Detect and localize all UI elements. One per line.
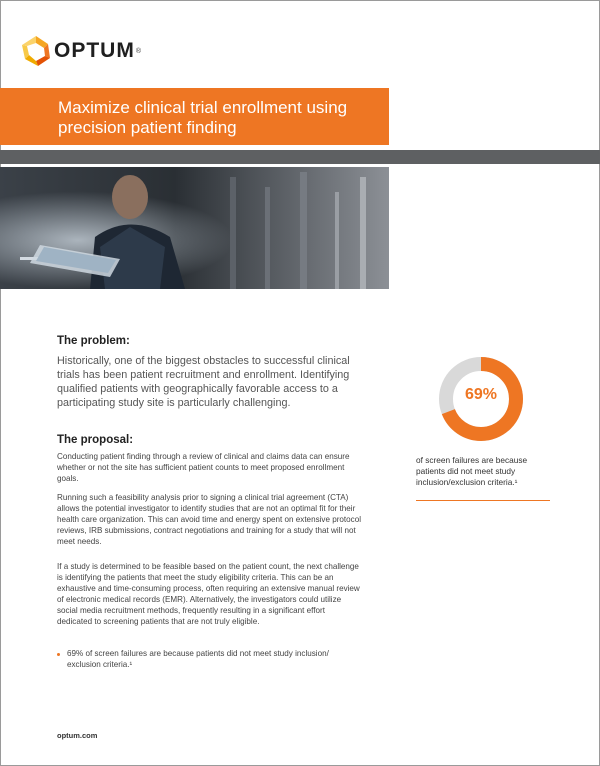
optum-logo-icon bbox=[22, 36, 50, 66]
divider-bar bbox=[0, 150, 600, 164]
registered-mark: ® bbox=[135, 47, 141, 55]
hero-photo bbox=[0, 167, 389, 289]
problem-text: Historically, one of the biggest obstacles to successful clinical trials has been patient recruitment and enrollment. Identifying qualified patients with geographically favorable access to a participating study site is particularly challenging. bbox=[57, 355, 350, 409]
stat-bullet bbox=[57, 649, 362, 671]
photo-man-using-tablet-icon bbox=[0, 167, 389, 289]
footer-url: optum.com bbox=[57, 731, 98, 740]
stat-caption: of screen failures are because patients did not meet study inclusion/exclusion criteria.¹ bbox=[416, 455, 528, 487]
proposal-paragraph: Conducting patient finding through a review of clinical and claims data can ensure whether or not the site has sufficient patient counts to meet proposed enrollment goals. bbox=[57, 452, 350, 483]
bullet-text: 69% of screen failures are because patients did not meet study inclusion/ exclusion criteria.¹ bbox=[67, 649, 329, 669]
brand-name: OPTUM bbox=[54, 39, 135, 62]
proposal-paragraph: Running such a feasibility analysis prior to signing a clinical trial agreement (CTA) allows the potential investigator to identify studies that are not an optimal fit for their health care organization. This can avoid time and energy spent on extensive protocol reviews, IRB submissions, contract negotiations and training for a study that will not meet needs. bbox=[57, 493, 362, 546]
optum-logo bbox=[22, 36, 141, 66]
stat-value: 69% bbox=[464, 386, 498, 403]
proposal-paragraph: If a study is determined to be feasible based on the patient count, the next challenge is identifying the patients that meet the study eligibility criteria. This can be an exhaustive and time-consuming process, often requiring an extensive manual review of electronic medical records (EMR). Alternatively, the investigators could utilize social media recruitment methods, frequently resulting in a significant effort dedicated to screening patients that are not truly eligible. bbox=[57, 562, 360, 626]
stat-divider bbox=[416, 500, 550, 501]
proposal-heading: The proposal: bbox=[57, 434, 134, 446]
problem-heading: The problem: bbox=[57, 335, 130, 347]
page-title: Maximize clinical trial enrollment using precision patient finding bbox=[58, 98, 348, 137]
bullet-icon bbox=[57, 653, 60, 656]
